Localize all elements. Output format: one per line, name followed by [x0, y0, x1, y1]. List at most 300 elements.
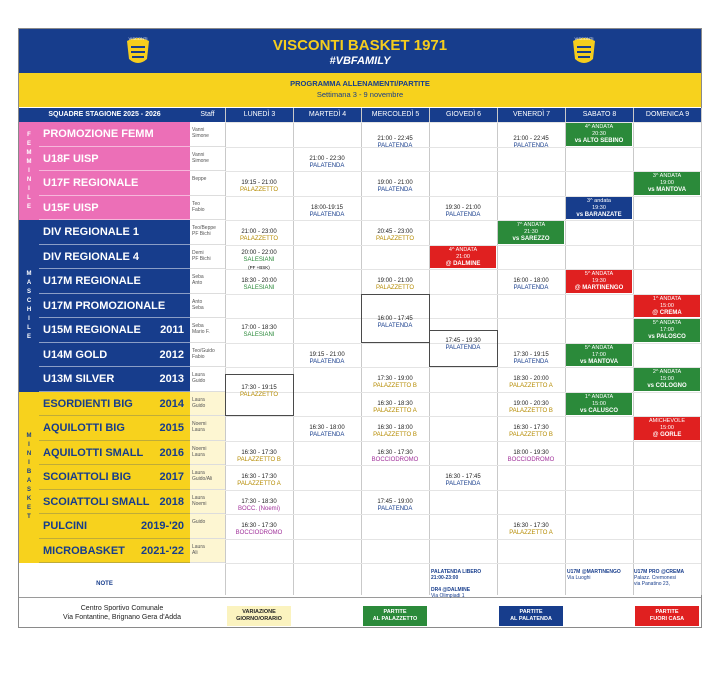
slot-venue: PALATENDA	[513, 358, 549, 365]
legend-line: AL PALAZZETTO	[372, 616, 418, 622]
slot-time: 18:00 - 19:30	[513, 449, 549, 456]
band-letter: I	[28, 167, 30, 174]
schedule-slot[interactable]	[497, 450, 565, 464]
schedule-slot[interactable]	[361, 180, 429, 194]
band-letter: L	[27, 194, 31, 201]
slot-venue: PALAZZETTO B	[373, 432, 417, 439]
team-name: AQUILOTTI BIG	[43, 422, 125, 434]
team-name: SCOIATTOLI SMALL	[43, 495, 150, 508]
match-round: 5^ ANDATA	[584, 344, 614, 351]
schedule-sheet	[18, 28, 702, 628]
schedule-slot[interactable]	[361, 376, 429, 390]
staff-name: Laura	[192, 543, 205, 550]
match-time: 21:30	[524, 229, 538, 235]
merged-slot-border	[361, 294, 430, 343]
slot-time: 20:45 - 23:00	[377, 229, 413, 236]
day-header: MERCOLEDÌ 5	[361, 108, 429, 122]
slot-venue: SALESIANI	[243, 331, 275, 338]
match-opponent: @ CREMA	[652, 309, 682, 316]
team-row	[39, 539, 190, 564]
team-year: 2014	[159, 397, 184, 410]
team-name: AQUILOTTI SMALL	[43, 446, 144, 459]
band-letter: I	[28, 315, 30, 322]
day-header: LUNEDÌ 3	[225, 108, 293, 122]
staff-name: Noemi	[192, 421, 207, 427]
legend-line: PARTITE	[383, 609, 407, 615]
slot-time: 19:30 - 21:00	[445, 204, 481, 211]
slot-time: 16:30 - 17:30	[241, 449, 277, 456]
match-opponent: vs COLOGNO	[647, 383, 687, 389]
schedule-slot[interactable]	[225, 325, 293, 339]
staff-name: Teo	[192, 200, 201, 207]
slot-time: 21:00 - 22:30	[309, 155, 345, 162]
schedule-slot[interactable]	[497, 401, 565, 415]
staff-name: Laura	[192, 396, 205, 403]
slot-venue: PALAZZETTO B	[509, 407, 553, 414]
band-letter: N	[26, 451, 32, 458]
team-row	[39, 416, 190, 441]
match-block[interactable]	[634, 417, 700, 440]
staff-name: Fabio	[192, 206, 205, 213]
schedule-slot[interactable]	[361, 499, 429, 513]
grid-row-line	[225, 539, 701, 540]
schedule-slot[interactable]	[225, 180, 293, 194]
schedule-slot[interactable]	[225, 450, 293, 464]
staff-name: Guido/Ali	[192, 476, 213, 482]
slot-venue: PALAZZETTO A	[373, 407, 417, 414]
staff-name: Laura	[192, 470, 205, 476]
band-letter: M	[26, 433, 32, 440]
staff-name: Anto	[192, 280, 203, 286]
schedule-slot[interactable]	[225, 229, 293, 243]
slot-time: 21:00 - 22:45	[513, 136, 549, 143]
team-name: U13M SILVER	[43, 373, 115, 385]
schedule-slot[interactable]	[497, 425, 565, 439]
staff-name: Beppe	[192, 176, 207, 182]
band-letter: M	[26, 149, 32, 156]
team-name: U15F UISP	[43, 201, 99, 214]
band-letter: E	[26, 203, 31, 210]
team-staff	[190, 490, 225, 515]
team-staff	[190, 318, 225, 343]
match-round: 3^ ANDATA	[652, 173, 682, 179]
team-staff	[190, 220, 225, 245]
slot-time: 17:45 - 19:30	[445, 338, 481, 345]
band-letter: E	[26, 333, 31, 340]
match-round: 2^ ANDATA	[652, 369, 682, 375]
team-staff	[190, 196, 225, 221]
header-banner	[19, 29, 701, 73]
slot-time: 19:15 - 21:00	[309, 351, 345, 358]
day-header: VENERDÌ 7	[497, 108, 565, 122]
slot-time: 19:00 - 21:00	[377, 180, 413, 187]
slot-time: 16:30 - 17:30	[513, 523, 549, 530]
match-time: 19:30	[592, 278, 606, 284]
schedule-slot[interactable]	[497, 523, 565, 537]
team-name: U17M REGIONALE	[43, 275, 141, 287]
team-row	[39, 196, 190, 221]
staff-name: Simone	[192, 133, 209, 139]
schedule-slot[interactable]	[361, 229, 429, 243]
match-round: 4^ ANDATA	[448, 246, 478, 253]
slot-venue: PALATENDA	[445, 345, 481, 352]
slot-time: 17:30 - 19:15	[241, 384, 277, 391]
team-name: MICROBASKET	[43, 544, 125, 557]
band-letter: B	[26, 469, 32, 476]
slot-time: 18:00-19:15	[310, 204, 344, 211]
band-letter: N	[26, 176, 32, 183]
slot-time: 16:30 - 18:00	[309, 425, 345, 432]
team-name: PROMOZIONE FEMM	[43, 128, 154, 140]
match-time: 15:00	[660, 376, 674, 382]
schedule-slot[interactable]	[497, 352, 565, 366]
merged-slot-border	[225, 374, 294, 416]
grid-row-line	[225, 294, 701, 295]
team-name: ESORDIENTI BIG	[43, 397, 133, 410]
team-staff	[190, 539, 225, 564]
team-staff	[190, 294, 225, 319]
slot-venue: PALATENDA	[309, 432, 345, 439]
slot-venue: BOCCIODROMO	[371, 456, 419, 463]
match-time: 19:30	[592, 204, 606, 211]
legend-item	[499, 606, 563, 626]
schedule-slot[interactable]	[293, 205, 361, 219]
band-femminile	[19, 122, 39, 220]
slot-time: 18:30 - 20:00	[241, 278, 277, 285]
slot-venue: PALAZZETTO A	[237, 481, 281, 488]
band-minibasket	[19, 392, 39, 564]
slot-venue: PALATENDA	[445, 481, 481, 488]
schedule-slot[interactable]	[361, 136, 429, 150]
team-name: U17M PROMOZIONALE	[43, 299, 166, 312]
team-row	[39, 343, 190, 368]
note-saturday	[567, 569, 633, 581]
match-opponent: vs SAREZZO	[512, 236, 550, 242]
schedule-slot[interactable]	[293, 352, 361, 366]
schedule-slot[interactable]	[497, 376, 565, 390]
band-letter: I	[28, 442, 30, 449]
schedule-slot[interactable]	[225, 250, 293, 271]
schedule-slot[interactable]	[361, 401, 429, 415]
team-row	[39, 490, 190, 515]
staff-name: Guido	[192, 378, 206, 384]
match-round: 4^ ANDATA	[584, 124, 614, 130]
slot-venue: PALATENDA	[377, 505, 413, 512]
match-block[interactable]	[634, 172, 700, 195]
note-line: DR4 @DALMINE	[431, 587, 471, 593]
match-block[interactable]	[566, 123, 632, 146]
staff-name: Vanni	[192, 127, 205, 133]
staff-name: Guido	[192, 402, 206, 409]
legend-line: PARTITE	[519, 609, 543, 615]
schedule-slot[interactable]	[429, 474, 497, 488]
slot-venue: PALAZZETTO A	[509, 530, 553, 537]
team-name: U14M GOLD	[43, 348, 108, 361]
staff-name: Noemi	[192, 500, 207, 507]
venue-name: Centro Sportivo Comunale	[80, 605, 164, 612]
schedule-slot[interactable]	[429, 205, 497, 219]
band-letter: K	[26, 496, 32, 503]
band-letter: M	[26, 158, 32, 165]
schedule-slot[interactable]	[497, 136, 565, 150]
slot-time: 16:00 - 17:45	[377, 316, 413, 323]
team-staff	[190, 245, 225, 270]
slot-time: 16:30 - 17:30	[241, 474, 277, 481]
notes-label: NOTE	[96, 581, 113, 587]
match-round: 5^ ANDATA	[652, 320, 682, 326]
slot-venue: PALATENDA	[309, 358, 345, 365]
team-staff	[190, 343, 225, 368]
match-time: 17:00	[592, 351, 606, 358]
note-line: via Panatino 23,	[634, 581, 670, 587]
match-opponent: @ GORLE	[652, 432, 682, 438]
schedule-slot[interactable]	[361, 450, 429, 464]
schedule-slot[interactable]	[293, 425, 361, 439]
team-staff	[190, 171, 225, 196]
match-block[interactable]	[498, 221, 564, 244]
band-letter: C	[26, 297, 32, 304]
grid-row-line	[225, 367, 701, 368]
team-row	[39, 465, 190, 490]
grid-row-line	[225, 441, 701, 442]
team-year: 2021-'22	[141, 544, 184, 557]
slot-time: 16:30 - 18:00	[377, 425, 413, 432]
legend-line: PARTITE	[655, 609, 679, 615]
band-letter: A	[26, 279, 32, 286]
team-row	[39, 269, 190, 294]
staff-header: Staff	[190, 108, 225, 122]
band-letter: T	[27, 514, 31, 521]
slot-time: 19:00 - 20:30	[513, 400, 549, 407]
team-row	[39, 245, 190, 270]
team-year: 2016	[159, 446, 184, 459]
team-row	[39, 294, 190, 319]
slot-venue: PALATENDA	[309, 162, 345, 169]
legend-item	[363, 606, 427, 626]
team-name: U17F REGIONALE	[43, 177, 139, 189]
grid-row-line	[225, 318, 701, 319]
note-thursday	[431, 569, 497, 599]
team-staff	[190, 122, 225, 147]
match-opponent: vs ALTO SEBINO	[574, 138, 624, 144]
band-letter: S	[26, 487, 31, 494]
note-line: PALATENDA LIBERO	[431, 569, 482, 575]
staff-name: Simone	[192, 157, 209, 164]
slot-venue: PALAZZETTO	[375, 236, 415, 243]
slot-venue: PALATENDA	[377, 323, 413, 330]
staff-name: Seba	[192, 274, 204, 280]
match-block[interactable]	[566, 197, 632, 220]
match-block[interactable]	[566, 270, 632, 293]
note-line: Via Olimpiadi 1	[431, 593, 465, 599]
slot-venue: PALAZZETTO	[239, 187, 279, 194]
team-staff	[190, 392, 225, 417]
staff-name: PF Bichi	[192, 255, 211, 262]
team-year: 2012	[159, 348, 184, 361]
legend-line: GIORNO/ORARIO	[236, 616, 282, 622]
svg-text:VISCONTI: VISCONTI	[128, 36, 148, 41]
grid-row-line	[225, 465, 701, 466]
team-name: U18F UISP	[43, 152, 99, 165]
match-time: 20:30	[592, 131, 606, 137]
match-time: 15:00	[592, 400, 606, 407]
slot-venue: PALAZZETTO	[239, 236, 279, 243]
staff-name: Laura	[192, 372, 205, 378]
match-block[interactable]	[566, 393, 632, 416]
staff-name: Mario F.	[192, 329, 210, 335]
match-time: 21:00	[456, 253, 470, 260]
slot-venue: PALATENDA	[445, 211, 481, 218]
band-maschile	[19, 220, 39, 392]
team-year: 2019-'20	[141, 520, 184, 532]
team-name: U15M REGIONALE	[43, 324, 141, 336]
slot-venue: PALATENDA	[309, 211, 345, 218]
team-row	[39, 122, 190, 147]
note-line: U17M PRO @CREMA	[634, 569, 685, 575]
staff-name: Anto	[192, 298, 203, 305]
match-time: 15:00	[660, 425, 674, 431]
team-row	[39, 441, 190, 466]
band-letter: M	[26, 270, 32, 277]
grid-row-line	[225, 171, 701, 172]
schedule-slot[interactable]	[361, 278, 429, 292]
club-hashtag: #VBFAMILY	[329, 55, 391, 67]
band-letter: F	[27, 131, 31, 138]
grid-row-line	[225, 490, 701, 491]
match-block[interactable]	[634, 368, 700, 391]
staff-name: Vanni	[192, 151, 205, 158]
team-staff	[190, 269, 225, 294]
match-opponent: @ DALMINE	[445, 260, 481, 267]
slot-time: 18:30 - 20:00	[513, 376, 549, 383]
team-row	[39, 220, 190, 245]
match-opponent: vs MANTOVA	[647, 187, 687, 193]
legend-line: AL PALATENDA	[510, 616, 552, 622]
slot-venue: PALAZZETTO	[239, 391, 279, 398]
band-letter: L	[27, 324, 31, 331]
band-letter: I	[28, 460, 30, 467]
slot-time: 19:00 - 21:00	[377, 278, 413, 285]
team-name: DIV REGIONALE 4	[43, 250, 139, 263]
team-staff	[190, 416, 225, 441]
program-subheader	[19, 73, 701, 107]
grid-row-line	[225, 563, 701, 564]
note-line: 21:00-23:00	[431, 575, 459, 581]
schedule-slot[interactable]	[361, 425, 429, 439]
season-header: SQUADRE STAGIONE 2025 - 2026	[19, 108, 190, 122]
note-line: U17M @MARTINENGO	[567, 569, 621, 575]
staff-name: Laura	[192, 494, 205, 501]
grid-column-line	[701, 108, 702, 595]
team-name: PULCINI	[43, 520, 87, 532]
slot-time: 16:00 - 18:00	[513, 278, 549, 285]
match-block[interactable]	[566, 344, 632, 367]
slot-venue: PALATENDA	[377, 187, 413, 194]
venue-street: Via Fontantine, Brignano Gera d'Adda	[63, 614, 181, 621]
svg-text:VISCONTI: VISCONTI	[574, 36, 594, 41]
match-block[interactable]	[430, 246, 496, 269]
note-line: Palazz. Cremonesi	[634, 575, 676, 581]
grid-row-line	[225, 147, 701, 148]
slot-venue: PALAZZETTO B	[373, 383, 417, 390]
schedule-slot[interactable]	[497, 278, 565, 292]
schedule-slot[interactable]	[225, 278, 293, 292]
slot-venue: PALAZZETTO B	[509, 432, 553, 439]
schedule-slot[interactable]	[293, 156, 361, 170]
match-time: 17:00	[660, 327, 674, 333]
program-title: PROGRAMMA ALLENAMENTI/PARTITE	[290, 79, 430, 88]
grid-row-line	[225, 416, 701, 417]
slot-venue: SALESIANI	[243, 256, 275, 263]
team-row	[39, 171, 190, 196]
match-time: 15:00	[660, 302, 674, 309]
schedule-slot[interactable]	[225, 474, 293, 488]
day-header: GIOVEDÌ 6	[429, 108, 497, 122]
staff-name: Demi	[192, 249, 204, 256]
match-block[interactable]	[634, 319, 700, 342]
staff-name: Laura	[192, 451, 205, 458]
slot-venue: PALAZZETTO A	[509, 383, 553, 390]
slot-venue: BOCCIODROMO	[235, 530, 283, 537]
day-header: SABATO 8	[565, 108, 633, 122]
match-opponent: vs CALUSCO	[579, 407, 618, 414]
match-round: 1^ ANDATA	[652, 295, 682, 302]
slot-venue: PALATENDA	[513, 143, 549, 150]
legend-item	[227, 606, 291, 626]
staff-name: Seba	[192, 304, 204, 311]
schedule-slot[interactable]	[225, 523, 293, 537]
match-opponent: vs MANTOVA	[579, 358, 619, 365]
slot-venue: PALATENDA	[513, 285, 549, 292]
slot-time: 17:30 - 19:00	[377, 376, 413, 383]
schedule-slot[interactable]	[225, 499, 293, 513]
grid-row-line	[225, 220, 701, 221]
match-round: 3^ andata	[587, 197, 611, 204]
day-header: DOMENICA 9	[633, 108, 701, 122]
team-row	[39, 514, 190, 539]
slot-venue: BOCCIODROMO	[507, 456, 555, 463]
slot-venue: PALAZZETTO B	[237, 456, 281, 463]
team-year: 2017	[159, 471, 184, 483]
slot-venue: PALAZZETTO	[375, 285, 415, 292]
slot-time: 21:00 - 22:45	[377, 136, 413, 143]
merged-slot-border	[429, 330, 498, 367]
staff-name: Noemi	[192, 445, 207, 452]
team-year: 2013	[159, 373, 184, 385]
staff-name: Teo/Beppe	[192, 225, 216, 231]
staff-name: Fabio	[192, 353, 205, 360]
team-year: 2015	[159, 422, 184, 434]
slot-time: 16:30 - 17:30	[241, 523, 277, 530]
slot-venue: SALESIANI	[243, 285, 275, 292]
slot-time: 17:30 - 19:15	[513, 351, 549, 358]
slot-venue: BOCC. (Noemi)	[237, 505, 280, 512]
week-range: Settimana 3 - 9 novembre	[316, 90, 404, 99]
band-letter: E	[26, 140, 31, 147]
match-time: 19:00	[660, 180, 674, 186]
grid-row-line	[225, 514, 701, 515]
legend-item	[635, 606, 699, 626]
team-staff	[190, 514, 225, 539]
staff-name: Ali	[192, 549, 198, 556]
slot-time: 20:00 - 22:00	[241, 249, 277, 256]
match-block[interactable]	[634, 295, 700, 318]
match-opponent: vs PALOSCO	[648, 334, 686, 340]
band-letter: I	[28, 185, 30, 192]
match-opponent: @ MARTINENGO	[574, 285, 624, 291]
team-staff	[190, 441, 225, 466]
team-name: DIV REGIONALE 1	[43, 226, 139, 238]
